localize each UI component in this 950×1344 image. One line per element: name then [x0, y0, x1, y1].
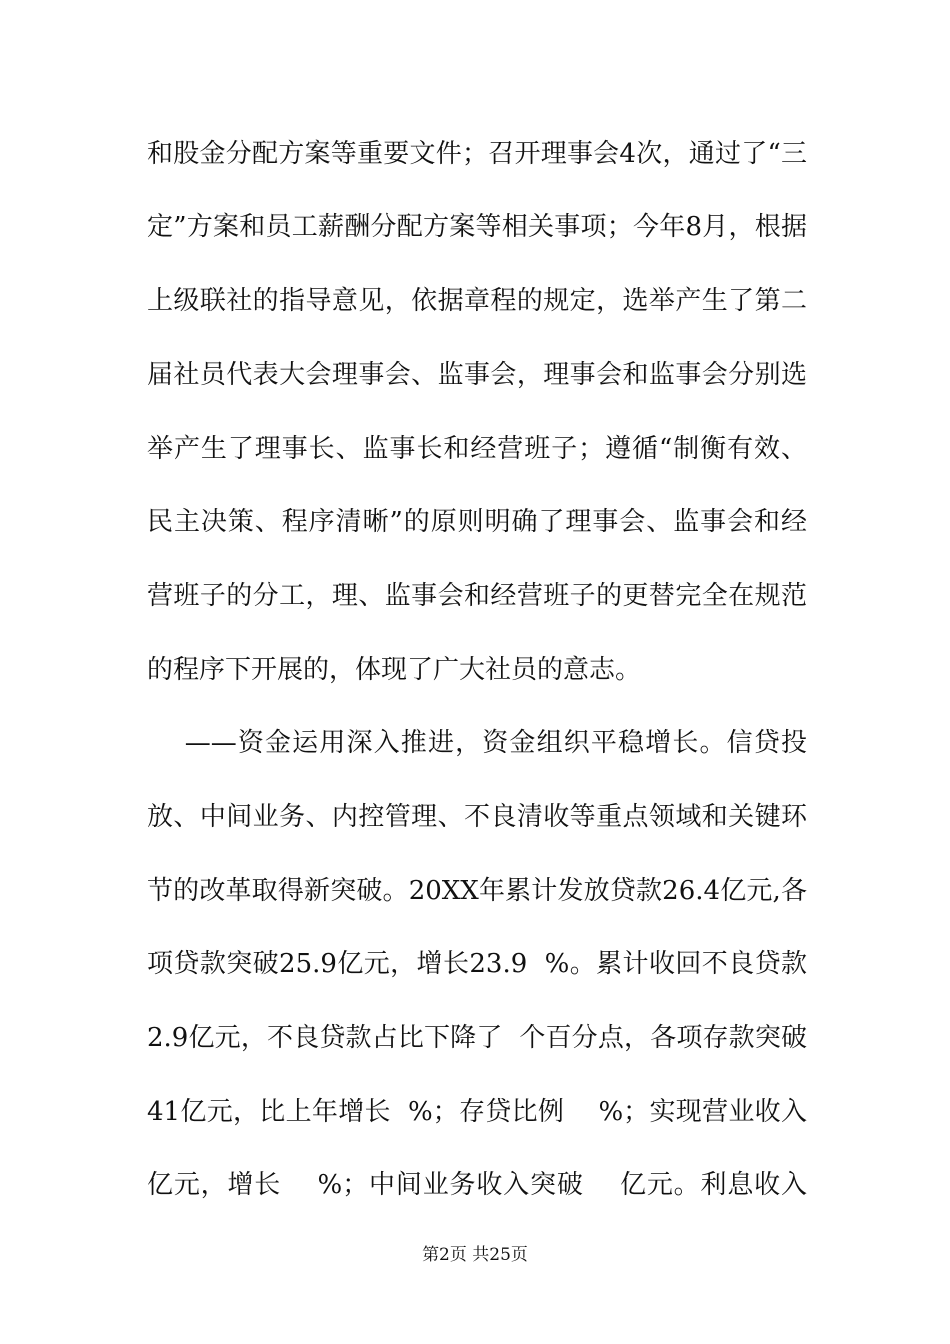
page-number-footer: 第2页 共25页: [422, 1245, 528, 1265]
body-text-line: 定”方案和员工薪酬分配方案等相关事项；今年8月，根据: [147, 212, 807, 242]
body-text-line: 放、中间业务、内控管理、不良清收等重点领域和关键环: [147, 802, 807, 832]
body-text-line: 41亿元，比上年增长 %；存贷比例 %；实现营业收入: [147, 1097, 807, 1127]
body-text-line: 和股金分配方案等重要文件；召开理事会4次，通过了“三: [147, 139, 807, 169]
body-text-line: ——资金运用深入推进，资金组织平稳增长。信贷投: [147, 728, 807, 758]
body-text-line: 的程序下开展的，体现了广大社员的意志。: [147, 655, 642, 685]
body-text-line: 项贷款突破25.9亿元，增长23.9 %。累计收回不良贷款: [147, 949, 807, 979]
body-text-line: 上级联社的指导意见，依据章程的规定，选举产生了第二: [147, 286, 807, 316]
body-text-line: 民主决策、程序清晰”的原则明确了理事会、监事会和经: [147, 507, 807, 537]
body-text-line: 亿元，增长 %；中间业务收入突破 亿元。利息收入: [147, 1170, 807, 1200]
body-text-line: 营班子的分工，理、监事会和经营班子的更替完全在规范: [147, 581, 807, 611]
body-text-line: 举产生了理事长、监事长和经营班子；遵循“制衡有效、: [147, 434, 807, 464]
body-text-line: 节的改革取得新突破。20XX年累计发放贷款26.4亿元,各: [147, 876, 807, 906]
body-text-line: 届社员代表大会理事会、监事会，理事会和监事会分别选: [147, 360, 807, 390]
body-text-line: 2.9亿元，不良贷款占比下降了 个百分点，各项存款突破: [147, 1023, 807, 1053]
